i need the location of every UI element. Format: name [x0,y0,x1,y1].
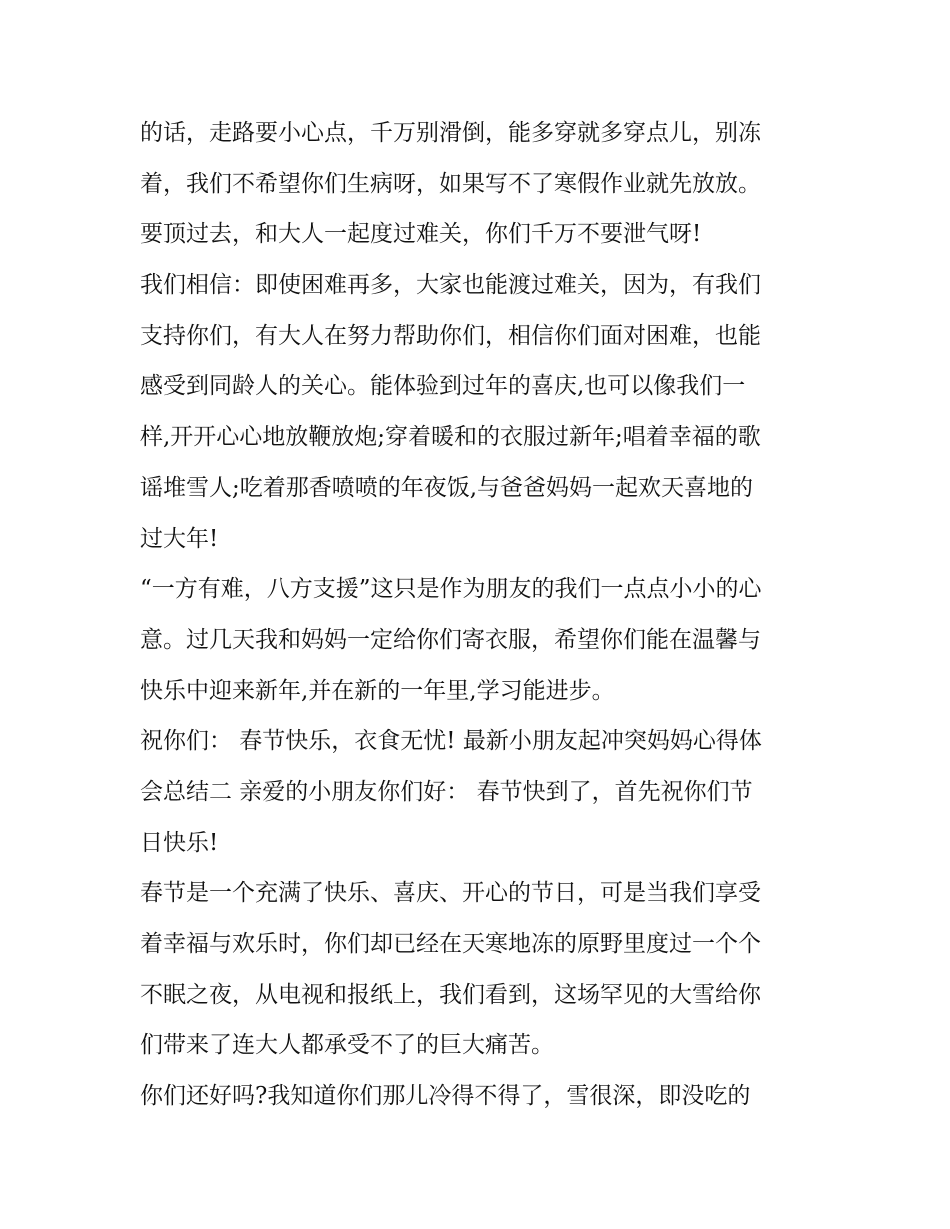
text-line: 们带来了连大人都承受不了的巨大痛苦。 [140,1032,554,1059]
text-line: 意。过几天我和妈妈一定给你们寄衣服，希望你们能在温馨与 [140,626,761,653]
text-line: 春节是一个充满了快乐、喜庆、开心的节日，可是当我们享受 [140,880,761,907]
text-line: 祝你们： 春节快乐，衣食无忧! 最新小朋友起冲突妈妈心得体 [140,728,762,755]
text-line: 要顶过去，和大人一起度过难关，你们千万不要泄气呀! [140,221,702,248]
text-line: 支持你们，有大人在努力帮助你们，相信你们面对困难，也能 [140,322,761,349]
text-line: 感受到同龄人的关心。能体验到过年的喜庆,也可以像我们一 [140,373,746,400]
text-line: 你们还好吗?我知道你们那儿冷得不得了，雪很深，即没吃的 [140,1083,751,1110]
text-line: “一方有难，八方支援”这只是作为朋友的我们一点点小小的心 [140,576,762,603]
text-line: 着，我们不希望你们生病呀，如果写不了寒假作业就先放放。 [140,170,761,197]
text-line: 快乐中迎来新年,并在新的一年里,学习能进步。 [140,677,615,704]
text-line: 日快乐! [140,829,219,856]
text-line: 会总结二 亲爱的小朋友你们好： 春节快到了，首先祝你们节 [140,778,753,805]
text-line: 我们相信：即使困难再多，大家也能渡过难关，因为，有我们 [140,272,761,299]
text-line: 过大年! [140,525,219,552]
text-line: 着幸福与欢乐时，你们却已经在天寒地冻的原野里度过一个个 [140,931,761,957]
text-line: 的话，走路要小心点，千万别滑倒，能多穿就多穿点儿，别冻 [140,120,761,146]
document-body [140,108,820,1122]
text-line: 谣堆雪人;吃着那香喷喷的年夜饭,与爸爸妈妈一起欢天喜地的 [140,474,754,501]
text-line: 样,开开心心地放鞭放炮;穿着暖和的衣服过新年;唱着幸福的歌 [140,424,761,451]
text-line: 不眠之夜，从电视和报纸上，我们看到，这场罕见的大雪给你 [140,981,761,1008]
